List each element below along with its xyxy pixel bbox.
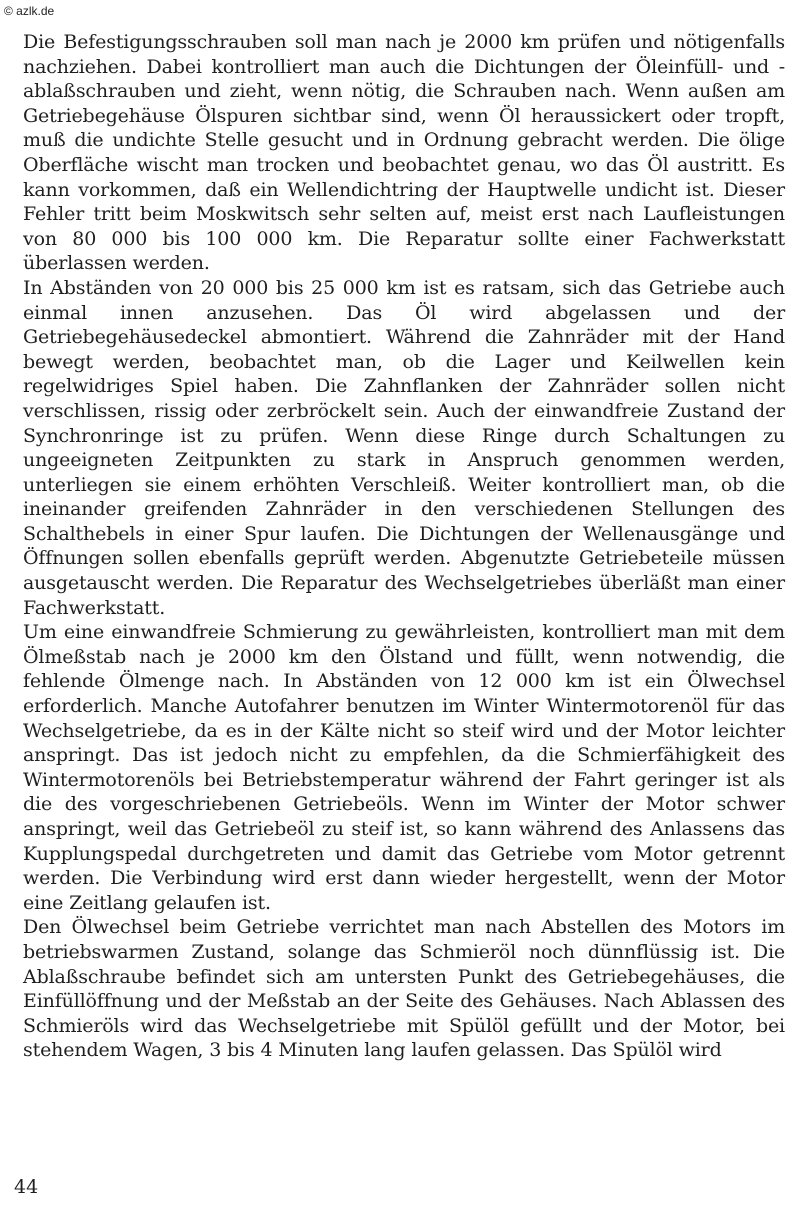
paragraph: Den Ölwechsel beim Getriebe verrichtet man nach Abstellen des Motors im betriebswarmen Zustand, solange das Schmieröl noch dünnflüssig ist. Die Ablaßschraube befindet sich am untersten Punkt des Getriebegehäuses, die Einfüllöffnung und der Meßstab an der Seite des Gehäuses. Nach Ablassen des Schmieröls wird das Wechselgetriebe mit Spülöl gefüllt und der Motor, bei stehendem Wagen, 3 bis 4 Minuten lang laufen gelassen. Das Spülöl wird (23, 916, 785, 1062)
paragraph: Um eine einwandfreie Schmierung zu gewährleisten, kontrolliert man mit dem Ölmeßstab nach je 2000 km den Ölstand und füllt, wenn notwendig, die fehlende Ölmenge nach. In Abständen von 12 000 km ist ein Ölwechsel erforderlich. Manche Autofahrer benutzen im Winter Wintermotorenöl für das Wechselgetriebe, da es in der Kälte nicht so steif wird und der Motor leichter anspringt. Das ist jedoch nicht zu empfehlen, da die Schmierfähigkeit des Wintermotorenöls bei Betriebstemperatur während der Fahrt geringer ist als die des vorgeschriebenen Getriebeöls. Wenn im Winter der Motor schwer anspringt, weil das Getriebeöl zu steif ist, so kann während des Anlassens das Kupplungspedal durchgetreten und damit das Getriebe vom Motor getrennt werden. Die Verbindung wird erst dann wieder hergestellt, wenn der Motor eine Zeitlang gelaufen ist. (23, 621, 785, 914)
page-number: 44 (14, 1176, 39, 1198)
paragraph: Die Befestigungsschrauben soll man nach je 2000 km prüfen und nötigenfalls nachziehen. Dabei kontrolliert man auch die Dichtungen der Öleinfüll- und -ablaßschrauben und zieht, wenn nötig, die Schrauben nach. Wenn außen am Getriebegehäuse Ölspuren sichtbar sind, wenn Öl heraussickert oder tropft, muß die undichte Stelle gesucht und in Ordnung gebracht werden. Die ölige Oberfläche wischt man trocken und beobachtet genau, wo das Öl austritt. Es kann vorkommen, daß ein Wellendichtring der Hauptwelle undicht ist. Dieser Fehler tritt beim Moskwitsch sehr selten auf, meist erst nach Laufleistungen von 80 000 bis 100 000 km. Die Reparatur sollte einer Fachwerkstatt überlassen werden. (23, 31, 785, 275)
paragraph: In Abständen von 20 000 bis 25 000 km ist es ratsam, sich das Getriebe auch einmal innen anzusehen. Das Öl wird abgelassen und der Getriebegehäusedeckel abmontiert. Während die Zahnräder mit der Hand bewegt werden, beobachtet man, ob die Lager und Keilwellen kein regelwidriges Spiel haben. Die Zahnflanken der Zahnräder sollen nicht verschlissen, rissig oder zerbröckelt sein. Auch der einwandfreie Zustand der Synchronringe ist zu prüfen. Wenn diese Ringe durch Schaltungen zu ungeeigneten Zeitpunkten zu stark in Anspruch genommen werden, unterliegen sie einem erhöhten Verschleiß. Weiter kontrolliert man, ob die ineinander greifenden Zahnräder in den verschiedenen Stellungen des Schalthebels in einer Spur laufen. Die Dichtungen der Wellenausgänge und Öffnungen sollen ebenfalls geprüft werden. Abgenutzte Getriebeteile müssen ausgetauscht werden. Die Reparatur des Wechselgetriebes überläßt man einer Fachwerkstatt. (23, 276, 785, 619)
page-body (23, 30, 785, 1063)
watermark: © azlk.de (4, 4, 55, 18)
